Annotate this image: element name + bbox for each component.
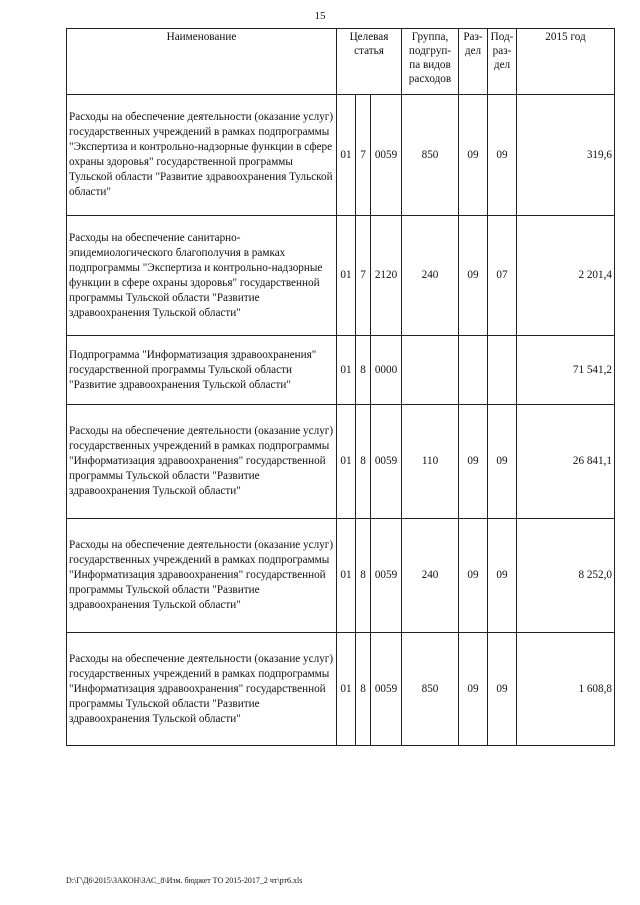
row-name: Расходы на обеспечение санитарно-эпидемиологического благополучия в рамках подпрограммы "Экспертиза и контрольно-надзорные функции в сфере охраны здоровья" государственной программы Тульской области "Развитие здравоохранения Тульской области": [67, 216, 337, 336]
row-target-program: 01: [337, 633, 356, 746]
row-subsection: 09: [488, 633, 517, 746]
header-name: Наименование: [67, 29, 337, 95]
row-target-direction: 0059: [371, 519, 402, 633]
page-number: 15: [314, 10, 326, 22]
row-target-program: 01: [337, 405, 356, 519]
row-target-subprogram: 7: [356, 216, 371, 336]
row-section: 09: [459, 216, 488, 336]
row-target-subprogram: 8: [356, 633, 371, 746]
row-section: [459, 336, 488, 405]
header-group: Группа, подгруп-па видов расходов: [402, 29, 459, 95]
row-section: 09: [459, 633, 488, 746]
row-subsection: 09: [488, 405, 517, 519]
row-target-program: 01: [337, 95, 356, 216]
row-section: 09: [459, 95, 488, 216]
row-group: 850: [402, 633, 459, 746]
row-target-direction: 0059: [371, 95, 402, 216]
table-row: [67, 633, 615, 746]
row-subsection: [488, 336, 517, 405]
header-target-article: Целевая статья: [337, 29, 402, 95]
row-amount: 26 841,1: [517, 405, 615, 519]
row-group: 110: [402, 405, 459, 519]
table-row: [67, 519, 615, 633]
row-target-subprogram: 8: [356, 405, 371, 519]
row-amount: 71 541,2: [517, 336, 615, 405]
table-row: [67, 95, 615, 216]
row-name: Расходы на обеспечение деятельности (оказание услуг) государственных учреждений в рамках подпрограммы "Информатизация здравоохранения" государственной программы Тульской области "Развитие здравоохранения Тульской области": [67, 519, 337, 633]
row-group: 240: [402, 519, 459, 633]
header-year: 2015 год: [517, 29, 615, 95]
row-target-direction: 0059: [371, 633, 402, 746]
row-amount: 8 252,0: [517, 519, 615, 633]
row-target-direction: 0000: [371, 336, 402, 405]
row-subsection: 09: [488, 519, 517, 633]
table-header-row: [67, 29, 615, 95]
row-target-program: 01: [337, 216, 356, 336]
row-group: 850: [402, 95, 459, 216]
row-target-direction: 2120: [371, 216, 402, 336]
table-row: [67, 216, 615, 336]
row-name: Подпрограмма "Информатизация здравоохранения" государственной программы Тульской области "Развитие здравоохранения Тульской области": [67, 336, 337, 405]
row-section: 09: [459, 519, 488, 633]
row-group: 240: [402, 216, 459, 336]
row-target-direction: 0059: [371, 405, 402, 519]
file-path-footer: D:\Г\Д6\2015\ЗАКОН\ЗАС_8\Изм. бюджет ТО 2015-2017_2 чт\рт6.xls: [66, 876, 303, 885]
budget-table: [66, 28, 615, 746]
row-subsection: 09: [488, 95, 517, 216]
header-section: Раз-дел: [459, 29, 488, 95]
row-name: Расходы на обеспечение деятельности (оказание услуг) государственных учреждений в рамках подпрограммы "Экспертиза и контрольно-надзорные функции в сфере охраны здоровья" государственной программы Тульской области "Развитие здравоохранения Тульской области": [67, 95, 337, 216]
row-amount: 2 201,4: [517, 216, 615, 336]
row-target-program: 01: [337, 336, 356, 405]
row-name: Расходы на обеспечение деятельности (оказание услуг) государственных учреждений в рамках подпрограммы "Информатизация здравоохранения" государственной программы Тульской области "Развитие здравоохранения Тульской области": [67, 405, 337, 519]
row-section: 09: [459, 405, 488, 519]
row-target-subprogram: 8: [356, 336, 371, 405]
row-amount: 1 608,8: [517, 633, 615, 746]
row-name: Расходы на обеспечение деятельности (оказание услуг) государственных учреждений в рамках подпрограммы "Информатизация здравоохранения" государственной программы Тульской области "Развитие здравоохранения Тульской области": [67, 633, 337, 746]
table-row: [67, 336, 615, 405]
row-subsection: 07: [488, 216, 517, 336]
table-row: [67, 405, 615, 519]
row-amount: 319,6: [517, 95, 615, 216]
row-target-program: 01: [337, 519, 356, 633]
row-group: [402, 336, 459, 405]
row-target-subprogram: 7: [356, 95, 371, 216]
row-target-subprogram: 8: [356, 519, 371, 633]
header-subsection: Под-раз-дел: [488, 29, 517, 95]
